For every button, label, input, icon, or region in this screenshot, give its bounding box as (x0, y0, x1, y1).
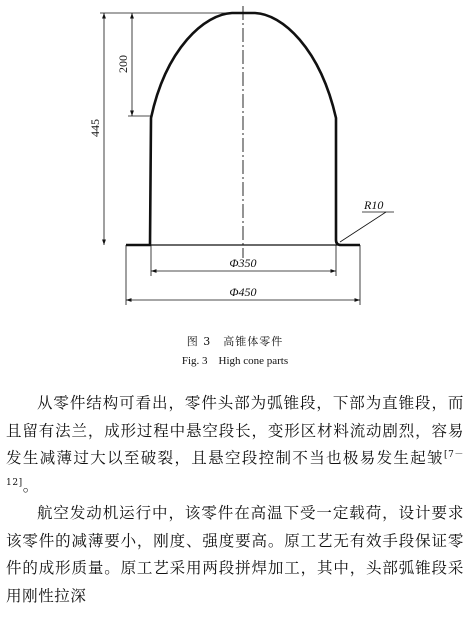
radius-leader (340, 212, 386, 242)
figure-caption-en: Fig. 3 High cone parts (181, 355, 289, 367)
dim-label-445: 445 (88, 119, 102, 137)
body-text (6, 390, 464, 610)
dim-label-200: 200 (116, 55, 130, 73)
paragraph-1-end: 。 (22, 476, 39, 495)
paragraph-1 (6, 390, 464, 500)
dim-label-radius: R10 (364, 198, 384, 212)
dim-label-450: Φ450 (229, 285, 257, 299)
dim-label-350: Φ350 (229, 256, 257, 270)
figure-caption-cn: 图 3 高锥体零件 (186, 335, 284, 348)
citation: [7－12] (6, 449, 464, 488)
paragraph-2: 航空发动机运行中，该零件在高温下受一定载荷，设计要求该零件的减薄要小，刚度、强度要高。原工艺无有效手段保证零件的成形质量。原工艺采用两段拼焊加工，其中，头部弧锥段采用刚性拉深 (6, 504, 464, 605)
paragraph-1-text: 从零件结构可看出，零件头部为弧锥段，下部为直锥段，而且留有法兰，成形过程中悬空段长，变形区材料流动剧烈，容易发生减薄过大以至破裂，且悬空段控制不当也极易发生起皱 (6, 394, 464, 467)
